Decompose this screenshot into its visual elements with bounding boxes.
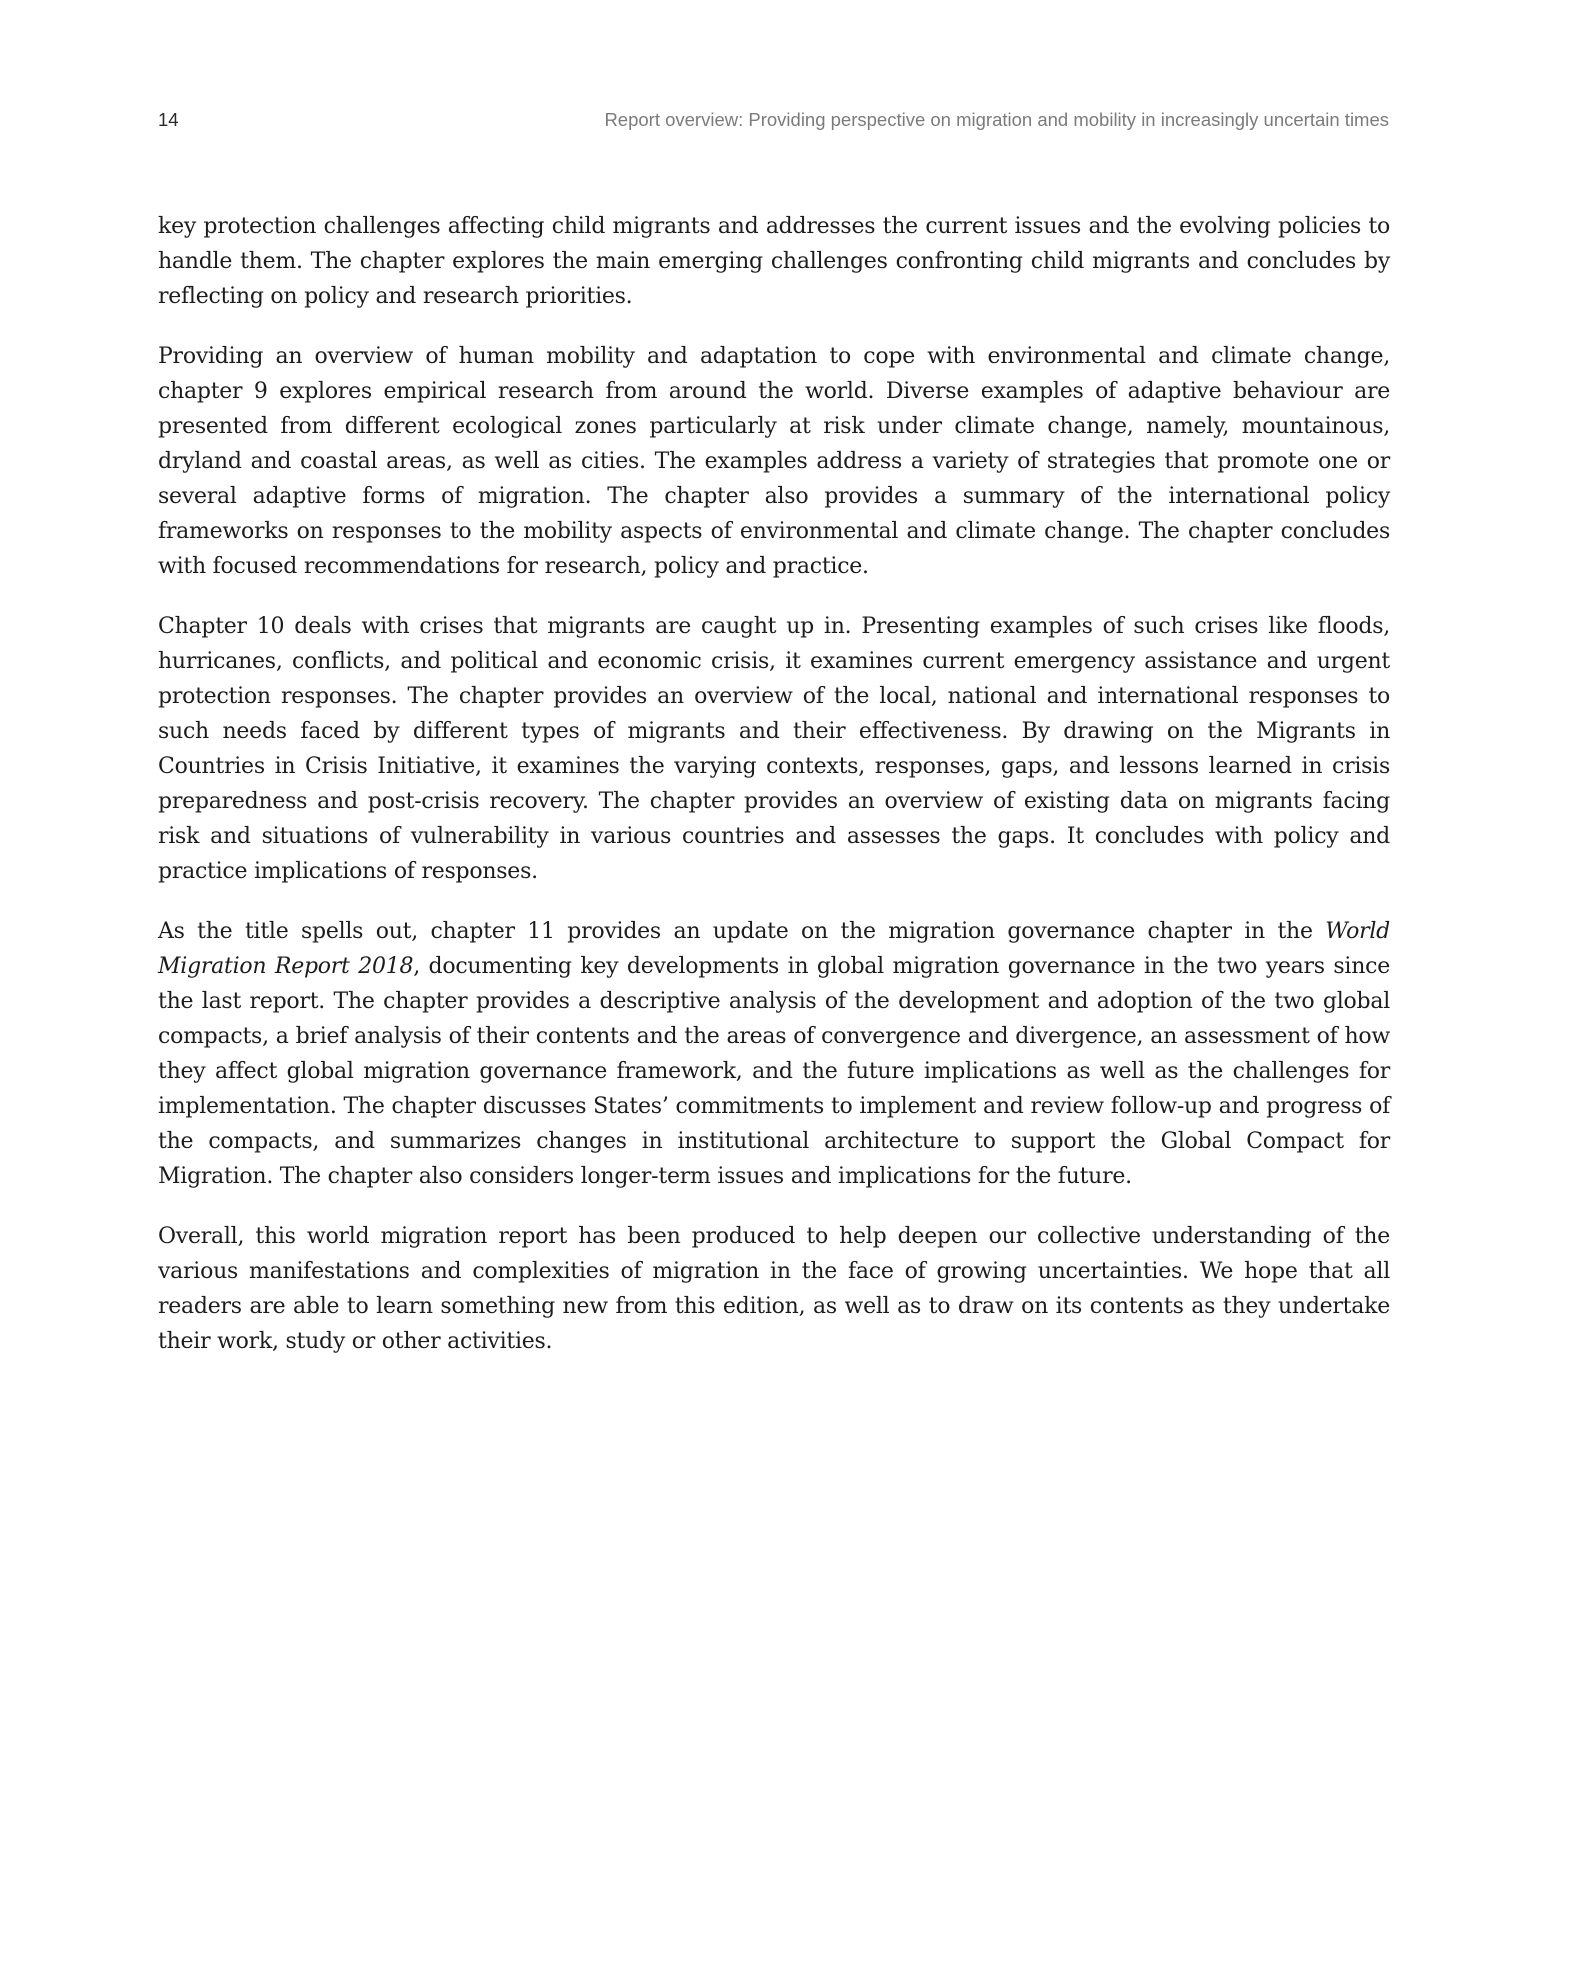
paragraph-chapter-11 [158,914,1390,1194]
paragraph-child-migrants: key protection challenges affecting child migrants and addresses the current issues and the evolving policies to handle them. The chapter explores the main emerging challenges confronting child migrants and concludes by reflecting on policy and research priorities. [158,214,1390,309]
paragraph-chapter-11-lead: As the title spells out, chapter 11 provides an update on the migration governance chapter in the [158,919,1326,944]
running-header [158,108,1389,132]
paragraph-chapter-11-rest: , documenting key developments in global migration governance in the two years since the last report. The chapter provides a descriptive analysis of the development and adoption of the two global compacts, a brief analysis of their contents and the areas of convergence and divergence, an assessment of how they affect global migration governance framework, and the future implications as well as the challenges for implementation. The chapter discusses States’ commitments to implement and review follow-up and progress of the compacts, and summarizes changes in institutional architecture to support the Global Compact for Migration. The chapter also considers longer-term issues and implications for the future. [158,954,1390,1189]
body-text [158,209,1390,1384]
paragraph-chapter-9: Providing an overview of human mobility and adaptation to cope with environmental and climate change, chapter 9 explores empirical research from around the world. Diverse examples of adaptive behaviour are presented from different ecological zones particularly at risk under climate change, namely, mountainous, dryland and coastal areas, as well as cities. The examples address a variety of strategies that promote one or several adaptive forms of migration. The chapter also provides a summary of the international policy frameworks on responses to the mobility aspects of environmental and climate change. The chapter concludes with focused recommendations for research, policy and practice. [158,344,1390,579]
paragraph-overall: Overall, this world migration report has been produced to help deepen our collective understanding of the various manifestations and complexities of migration in the face of growing uncertainties. We hope that all readers are able to learn something new from this edition, as well as to draw on its contents as they undertake their work, study or other activities. [158,1224,1390,1354]
paragraph-chapter-10: Chapter 10 deals with crises that migrants are caught up in. Presenting examples of such crises like floods, hurricanes, conflicts, and political and economic crisis, it examines current emergency assistance and urgent protection responses. The chapter provides an overview of the local, national and international responses to such needs faced by different types of migrants and their effectiveness. By drawing on the Migrants in Countries in Crisis Initiative, it examines the varying contexts, responses, gaps, and lessons learned in crisis preparedness and post-crisis recovery. The chapter provides an overview of existing data on migrants facing risk and situations of vulnerability in various countries and assesses the gaps. It concludes with policy and practice implications of responses. [158,614,1390,884]
page-number: 14 [158,109,179,130]
report-title-italic: World Migration Report 2018 [158,919,1390,979]
running-title: Report overview: Providing perspective on migration and mobility in increasingly uncertain times [604,109,1389,130]
